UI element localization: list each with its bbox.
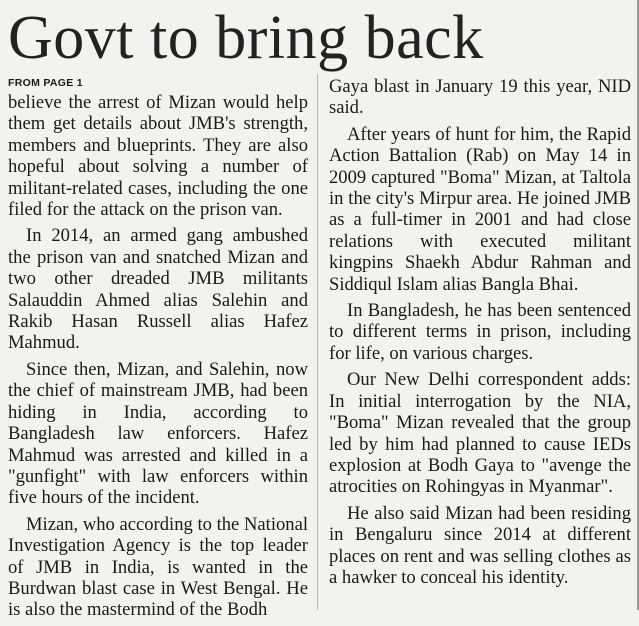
left-column [8, 76, 308, 626]
paragraph: believe the arrest of Mizan would help them get details about JMB's strength, members and blueprints. They are also hopeful about solving a number of militant-related cases, including the one filed for the attack on the prison van. [8, 92, 308, 221]
paragraph: Since then, Mizan, and Salehin, now the chief of mainstream JMB, had been hiding in India, according to Bangladesh law enforcers. Hafez Mahmud was arrested and killed in a "gunfight" with law enforcers within five hours of the incident. [8, 358, 308, 509]
paragraph: He also said Mizan had been residing in Bengaluru since 2014 at different places on rent and was selling clothes as a hawker to conceal his identity. [329, 502, 631, 588]
paragraph: In Bangladesh, he has been sentenced to different terms in prison, including for life, on various charges. [329, 300, 631, 364]
paragraph: Our New Delhi correspondent adds: In initial interrogation by the NIA, "Boma" Mizan revealed that the group led by him had planned to cause IEDs explosion at Bodh Gaya to "avenge the atrocities on Rohingyas in Myanmar". [329, 369, 631, 498]
from-page-label: FROM PAGE 1 [8, 77, 83, 89]
headline: Govt to bring back [8, 4, 484, 72]
paragraph: In 2014, an armed gang ambushed the prison van and snatched Mizan and two other dreaded JMB militants Salauddin Ahmed alias Salehin and Rakib Hasan Russell alias Hafez Mahmud. [8, 225, 308, 354]
column-divider [317, 74, 318, 610]
paragraph: Mizan, who according to the National Investigation Agency is the top leader of JMB in India, is wanted in the Burdwan blast case in West Bengal. He is also the mastermind of the Bodh [8, 513, 308, 621]
right-column [329, 76, 631, 593]
paragraph: Gaya blast in January 19 this year, NID said. [329, 76, 631, 119]
paragraph: After years of hunt for him, the Rapid Action Battalion (Rab) on May 14 in 2009 captured "Boma" Mizan, at Taltola in the city's Mirpur area. He joined JMB as a full-timer in 2001 and had close relations with executed militant kingpins Shaekh Abdur Rahman and Siddiqul Islam alias Bangla Bhai. [329, 123, 631, 295]
